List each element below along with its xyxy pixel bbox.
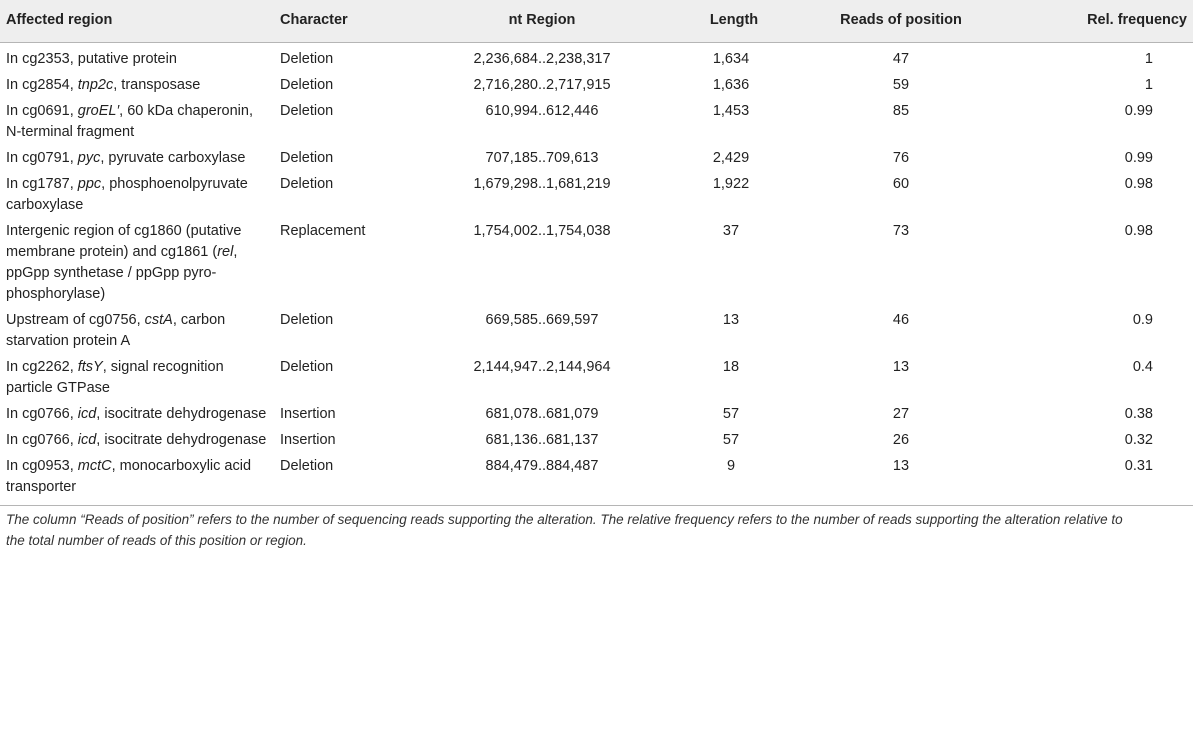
cell-rel-frequency: 0.31 — [1012, 453, 1193, 506]
cell-nt-region: 681,136..681,137 — [485, 432, 599, 448]
cell-affected-region — [0, 72, 274, 98]
cell-reads-of-position: 76 — [892, 150, 910, 166]
region-text-suffix: , 60 kDa chaperonin, N-terminal fragment — [6, 103, 253, 140]
cell-character: Deletion — [280, 312, 334, 328]
cell-affected-region — [0, 171, 274, 218]
cell-character: Insertion — [280, 406, 336, 422]
region-text: In cg0766, — [6, 432, 78, 448]
cell-affected-region — [0, 43, 274, 73]
cell-nt-region: 681,078..681,079 — [485, 406, 599, 422]
cell-affected-region — [0, 354, 274, 401]
header-character: Character — [274, 0, 406, 43]
cell-rel-frequency: 0.4 — [1132, 359, 1153, 375]
region-text: Upstream of cg0756, — [6, 312, 145, 328]
cell-rel-frequency: 0.99 — [1124, 150, 1153, 166]
cell-affected-region — [0, 401, 274, 427]
cell-nt-region: 884,479..884,487 — [406, 453, 678, 506]
region-text-suffix: , phosphoenolpyruvate carboxylase — [6, 176, 248, 213]
region-text: In cg0691, — [6, 103, 78, 119]
table-row — [0, 72, 1193, 98]
table-row — [0, 218, 1193, 307]
gene-name: tnp2c — [77, 77, 114, 93]
cell-reads-of-position: 47 — [892, 51, 910, 67]
gene-name: cstA — [144, 312, 173, 328]
table-row — [0, 43, 1193, 73]
cell-character: Deletion — [280, 150, 334, 166]
table-header-row — [0, 0, 1193, 43]
table-footnote: The column “Reads of position” refers to the number of sequencing reads supporting the alteration. The relative frequency refers to the number of reads supporting the alteration relative to the total number of reads of this position or region. — [6, 512, 1123, 548]
table-row — [0, 427, 1193, 453]
cell-nt-region: 1,679,298..1,681,219 — [473, 176, 611, 192]
cell-length: 1,922 — [712, 176, 750, 192]
cell-character: Deletion — [280, 103, 334, 119]
cell-nt-region: 2,144,947..2,144,964 — [473, 359, 611, 375]
table-row — [0, 354, 1193, 401]
table-row — [0, 98, 1193, 145]
cell-reads-of-position: 60 — [892, 176, 910, 192]
region-text: In cg2854, — [6, 77, 78, 93]
region-text-suffix: , pyruvate carboxylase — [100, 150, 246, 166]
cell-rel-frequency: 1 — [1144, 51, 1153, 67]
cell-affected-region — [0, 98, 274, 145]
cell-reads-of-position: 46 — [892, 312, 910, 328]
header-reads-of-position: Reads of position — [790, 0, 1012, 43]
table-body — [0, 43, 1193, 506]
gene-name: ftsY — [77, 359, 103, 375]
cell-length: 2,429 — [712, 150, 750, 166]
cell-character: Insertion — [280, 432, 336, 448]
gene-name: icd — [77, 432, 97, 448]
region-text-suffix: , transposase — [113, 77, 201, 93]
cell-reads-of-position: 13 — [790, 453, 1012, 506]
header-length: Length — [678, 0, 790, 43]
table-row — [0, 401, 1193, 427]
cell-length: 1,636 — [712, 77, 750, 93]
gene-name: mctC — [77, 458, 112, 474]
region-text: Intergenic region of cg1860 (putative membrane protein) and cg1861 ( — [6, 223, 242, 260]
cell-rel-frequency: 0.9 — [1132, 312, 1153, 328]
cell-reads-of-position: 73 — [892, 223, 910, 239]
cell-rel-frequency: 0.98 — [1124, 223, 1153, 239]
cell-rel-frequency: 1 — [1144, 77, 1153, 93]
cell-rel-frequency: 0.99 — [1124, 103, 1153, 119]
region-text: In cg2353, putative protein — [6, 51, 177, 67]
cell-reads-of-position: 27 — [892, 406, 910, 422]
gene-name: rel — [217, 244, 234, 260]
table-row — [0, 171, 1193, 218]
region-text-suffix: , signal recognition particle GTPase — [6, 359, 224, 396]
cell-reads-of-position: 26 — [892, 432, 910, 448]
region-text-suffix: , isocitrate dehydrogenase — [96, 432, 267, 448]
table-row — [0, 307, 1193, 354]
cell-length: 1,634 — [712, 51, 750, 67]
region-text-suffix: , monocarboxylic acid transporter — [6, 458, 252, 495]
cell-nt-region: 1,754,002..1,754,038 — [473, 223, 611, 239]
cell-length: 57 — [722, 432, 740, 448]
region-text: In cg0953, — [6, 458, 78, 474]
cell-length: 37 — [722, 223, 740, 239]
cell-length: 57 — [722, 406, 740, 422]
cell-nt-region: 2,236,684..2,238,317 — [473, 51, 611, 67]
cell-nt-region: 2,716,280..2,717,915 — [473, 77, 611, 93]
region-text: In cg1787, — [6, 176, 78, 192]
table-row — [0, 145, 1193, 171]
cell-affected-region — [0, 453, 274, 506]
cell-rel-frequency: 0.38 — [1124, 406, 1153, 422]
cell-character: Deletion — [280, 77, 334, 93]
cell-rel-frequency: 0.32 — [1124, 432, 1153, 448]
region-text: In cg2262, — [6, 359, 78, 375]
cell-length: 13 — [722, 312, 740, 328]
header-nt-region: nt Region — [406, 0, 678, 43]
cell-nt-region: 610,994..612,446 — [485, 103, 599, 119]
cell-affected-region — [0, 307, 274, 354]
cell-length: 1,453 — [712, 103, 750, 119]
cell-character: Replacement — [280, 223, 366, 239]
region-text: In cg0791, — [6, 150, 78, 166]
region-text: In cg0766, — [6, 406, 78, 422]
gene-name: icd — [77, 406, 97, 422]
cell-affected-region — [0, 145, 274, 171]
region-text-suffix: , ppGpp synthetase / ppGpp pyro-phosphorylase) — [6, 244, 238, 302]
table-row — [0, 453, 1193, 506]
header-affected-region: Affected region — [0, 0, 274, 43]
gene-name: ppc — [77, 176, 102, 192]
cell-nt-region: 669,585..669,597 — [485, 312, 599, 328]
cell-rel-frequency: 0.98 — [1124, 176, 1153, 192]
cell-character: Deletion — [280, 359, 334, 375]
gene-name: pyc — [77, 150, 101, 166]
cell-affected-region — [0, 218, 274, 307]
cell-length: 18 — [722, 359, 740, 375]
region-text-suffix: , carbon starvation protein A — [6, 312, 226, 349]
gene-name: groEL′ — [77, 103, 120, 119]
cell-affected-region — [0, 427, 274, 453]
cell-reads-of-position: 13 — [892, 359, 910, 375]
region-text-suffix: , isocitrate dehydrogenase — [96, 406, 267, 422]
cell-nt-region: 707,185..709,613 — [485, 150, 599, 166]
header-rel-frequency: Rel. frequency — [1012, 0, 1193, 43]
cell-character: Deletion — [274, 453, 406, 506]
cell-length: 9 — [678, 453, 790, 506]
cell-reads-of-position: 59 — [892, 77, 910, 93]
cell-reads-of-position: 85 — [892, 103, 910, 119]
cell-character: Deletion — [280, 51, 334, 67]
cell-character: Deletion — [280, 176, 334, 192]
